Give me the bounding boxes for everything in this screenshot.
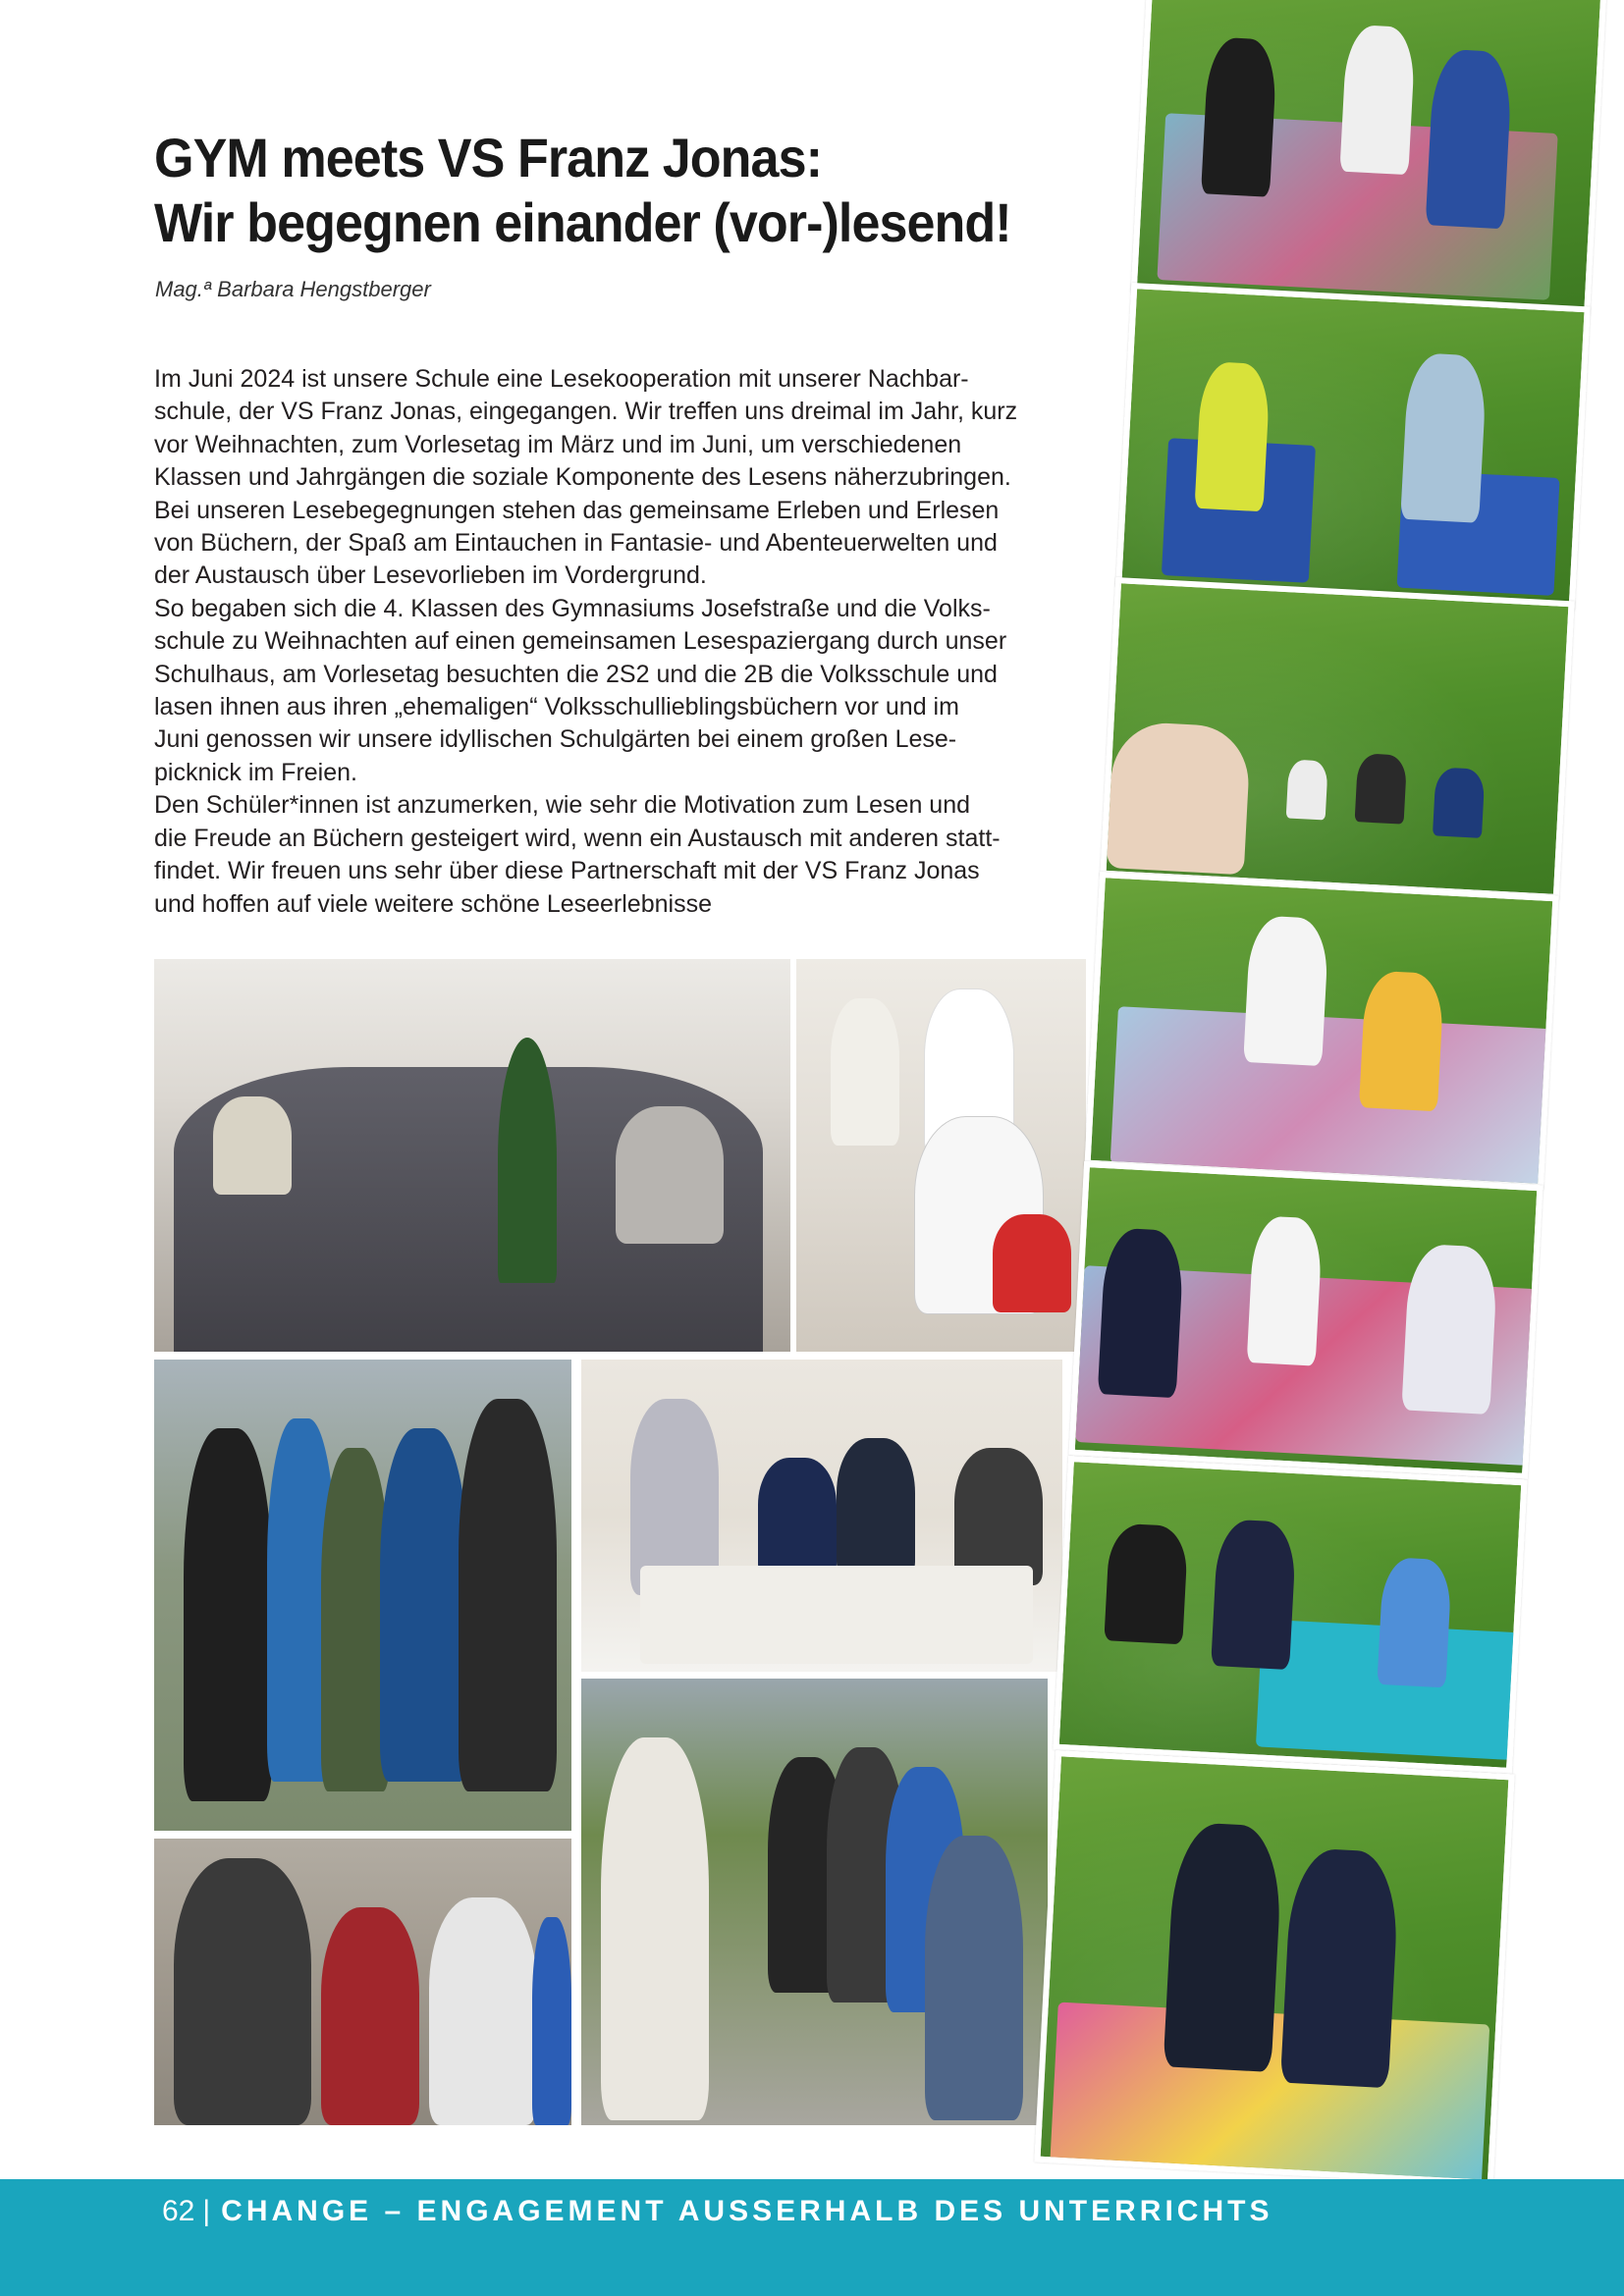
- footer-label: [162, 2195, 1272, 2228]
- article-title-line-1: GYM meets VS Franz Jonas:: [154, 127, 823, 188]
- body-line: von Büchern, der Spaß am Eintauchen in Fantasie- und Abenteuerwelten und: [154, 529, 998, 558]
- photo-picnic-2: [1115, 283, 1591, 611]
- article-author: Mag.ª Barbara Hengstberger: [155, 277, 431, 301]
- body-line: schule, der VS Franz Jonas, eingegangen. Wir treffen uns dreimal im Jahr, kurz: [154, 398, 1018, 426]
- article-body: [154, 363, 1097, 921]
- body-line: So begaben sich die 4. Klassen des Gymnasiums Josefstraße und die Volks-: [154, 594, 991, 622]
- body-line: Juni genossen wir unsere idyllischen Schulgärten bei einem großen Lese-: [154, 725, 957, 754]
- body-line: der Austausch über Lesevorlieben im Vordergrund.: [154, 561, 707, 590]
- page-number: 62: [162, 2195, 195, 2227]
- body-line: picknick im Freien.: [154, 758, 357, 786]
- section-title: CHANGE – ENGAGEMENT AUSSERHALB DES UNTERRICHTS: [221, 2195, 1273, 2227]
- footer-separator: |: [202, 2195, 214, 2227]
- photo-picnic-5: [1068, 1161, 1543, 1479]
- body-line: Im Juni 2024 ist unsere Schule eine Lesekooperation mit unserer Nachbar-: [154, 365, 969, 393]
- body-line: lasen ihnen aus ihren „ehemaligen“ Volksschullieblingsbüchern vor und im: [154, 693, 959, 721]
- body-line: die Freude an Büchern gesteigert wird, wenn ein Austausch mit anderen statt-: [154, 824, 1001, 852]
- photo-picnic-1: [1131, 0, 1607, 316]
- body-line: findet. Wir freuen uns sehr über diese Partnerschaft mit der VS Franz Jonas: [154, 857, 980, 885]
- photo-boys-reading: [154, 1839, 571, 2125]
- photo-reading-aloud-steps: [581, 1679, 1048, 2125]
- body-line: Klassen und Jahrgängen die soziale Komponente des Lesens näherzubringen.: [154, 463, 1011, 492]
- body-line: und hoffen auf viele weitere schöne Leseerlebnisse: [154, 889, 712, 918]
- body-line: Den Schüler*innen ist anzumerken, wie sehr die Motivation zum Lesen und: [154, 791, 971, 820]
- photo-picnic-7: [1034, 1750, 1514, 2186]
- article-title: [154, 126, 1031, 255]
- article-title-line-2: Wir begegnen einander (vor-)lesend!: [154, 191, 1011, 253]
- body-line: Bei unseren Lesebegegnungen stehen das gemeinsame Erleben und Erlesen: [154, 496, 1000, 524]
- photo-kids-with-books: [154, 1360, 571, 1831]
- photo-picnic-3: [1100, 577, 1574, 900]
- photo-christmas-group: [154, 959, 790, 1352]
- photo-picnic-4: [1084, 872, 1558, 1190]
- body-line: vor Weihnachten, zum Vorlesetag im März und im Juni, um verschiedenen: [154, 430, 962, 458]
- body-line: Schulhaus, am Vorlesetag besuchten die 2S2 und die 2B die Volksschule und: [154, 660, 998, 688]
- photo-classroom-drawing: [581, 1360, 1062, 1672]
- body-line: schule zu Weihnachten auf einen gemeinsamen Lesespaziergang durch unser: [154, 627, 1007, 656]
- photo-strip: [1041, 0, 1624, 2179]
- photo-picnic-6: [1053, 1456, 1527, 1774]
